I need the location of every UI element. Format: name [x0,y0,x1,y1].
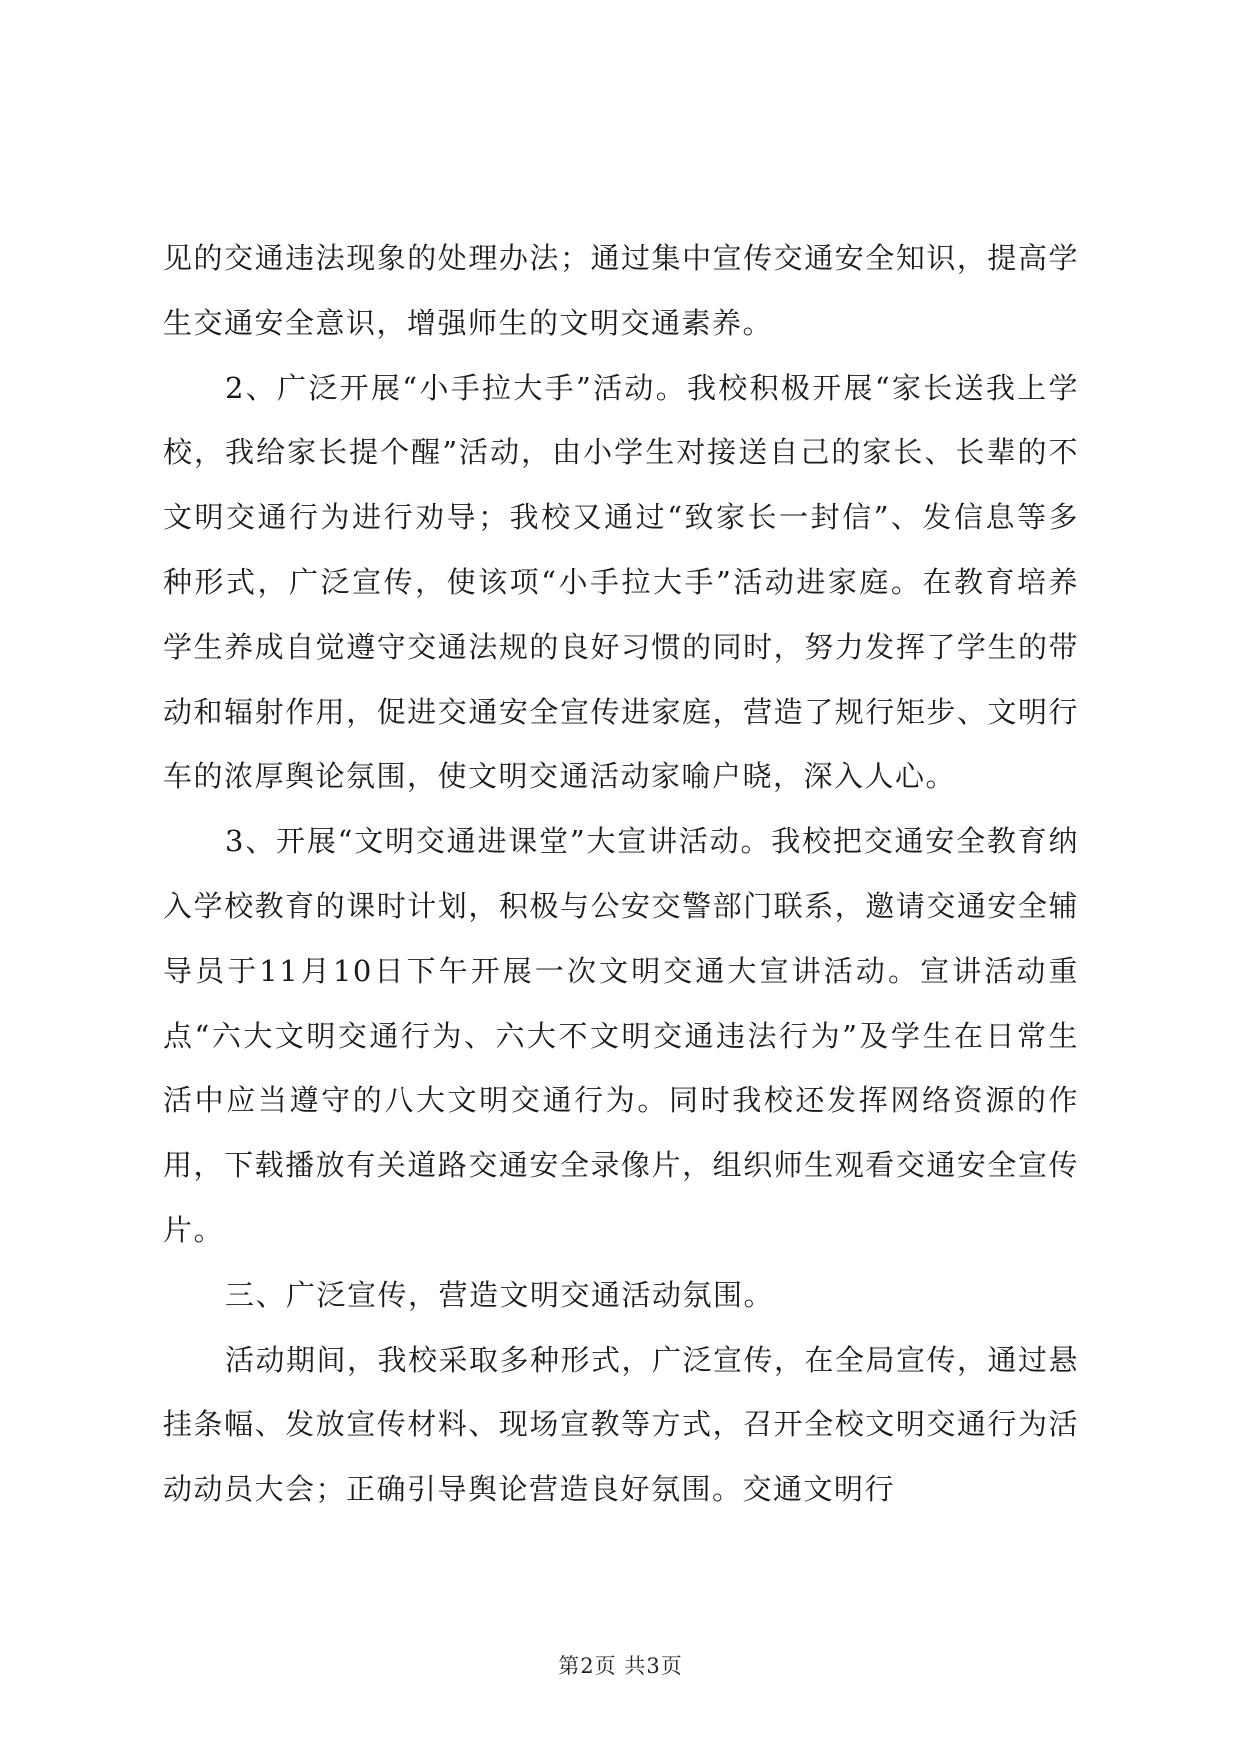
document-body [163,226,1079,1522]
page-footer: 第2页 共3页 [558,1654,683,1678]
section-heading-3: 三、广泛宣传，营造文明交通活动氛围。 [225,1277,775,1312]
paragraph-continuation: 见的交通违法现象的处理办法；通过集中宣传交通安全知识，提高学生交通安全意识，增强师生的文明交通素养。 [163,241,1079,340]
paragraph-item-2: 2、广泛开展“小手拉大手”活动。我校积极开展“家长送我上学校，我给家长提个醒”活动，由小学生对接送自己的家长、长辈的不文明交通行为进行劝导；我校又通过“致家长一封信”、发信息等多种形式，广泛宣传，使该项“小手拉大手”活动进家庭。在教育培养学生养成自觉遵守交通法规的良好习惯的同时，努力发挥了学生的带动和辐射作用，促进交通安全宣传进家庭，营造了规行矩步、文明行车的浓厚舆论氛围，使文明交通活动家喻户晓，深入人心。 [163,370,1079,794]
paragraph-activity: 活动期间，我校采取多种形式，广泛宣传，在全局宣传，通过悬挂条幅、发放宣传材料、现场宣教等方式，召开全校文明交通行为活动动员大会；正确引导舆论营造良好氛围。交通文明行 [163,1342,1080,1507]
paragraph-item-3: 3、开展“文明交通进课堂”大宣讲活动。我校把交通安全教育纳入学校教育的课时计划，积极与公安交警部门联系，邀请交通安全辅导员于11月10日下午开展一次文明交通大宣讲活动。宣讲活动重点“六大文明交通行为、六大不文明交通违法行为”及学生在日常生活中应当遵守的八大文明交通行为。同时我校还发挥网络资源的作用，下载播放有关道路交通安全录像片，组织师生观看交通安全宣传片。 [163,824,1079,1247]
